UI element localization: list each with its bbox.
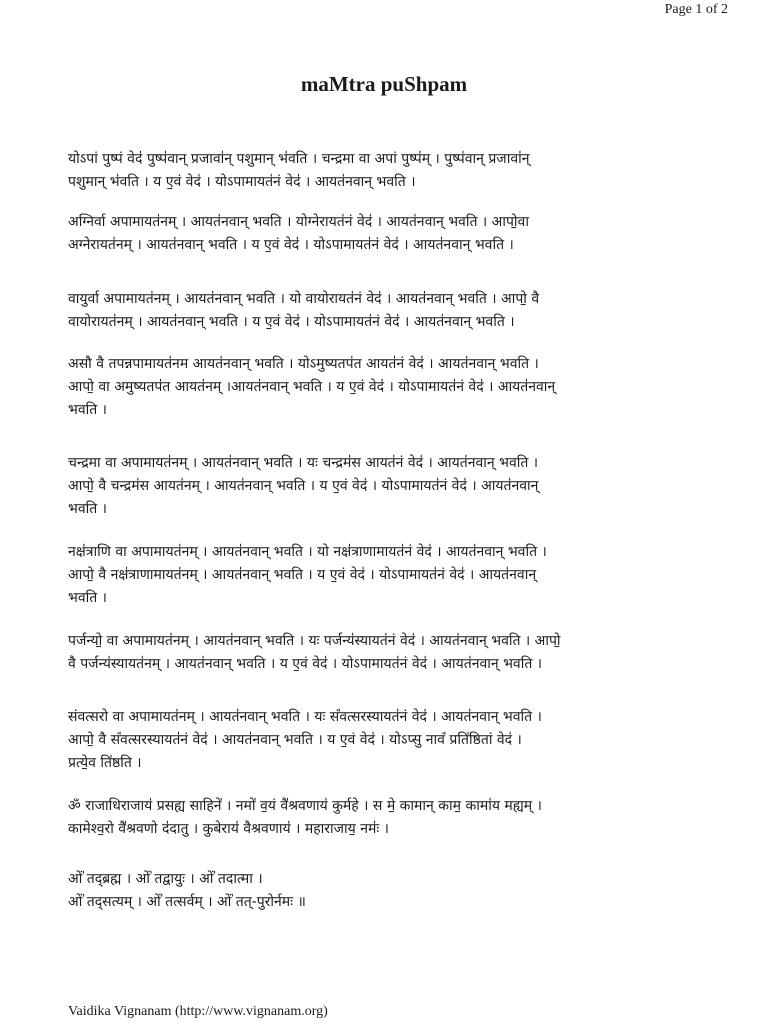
verse-paragraph — [68, 148, 728, 194]
verse-line: कामेश्व॒रो वै॑श्रवणो द॑दातु । कुबेराय॑ वैश्रवणाय॑ । महाराजाय॒ नमः॑ । — [68, 821, 389, 837]
verse-paragraph — [68, 452, 728, 521]
document-title: maMtra puShpam — [300, 72, 468, 96]
verse-line: योऽपां पुष्पं वेद॑ पुष्प॑वान् प्रजावा॑न् पशुमान् भ॑वति । चन्द्रमा वा अपां पुष्प॑म् । पुष्प॑वान् प्रजावा॑न् — [68, 151, 530, 167]
verse-line: असौ वै तपन्नपामायत॑नम आयत॑नवान् भवति । योऽमुष्यतप॑त आयत॑नं वेद॑ । आयत॑नवान् भवति । — [68, 356, 539, 372]
verse-line: भवति । — [68, 402, 107, 418]
verse-line: संवत्सरो वा अपामायत॑नम् । आयत॑नवान् भवति । यः सं॑वत्सरस्यायत॑नं वेद॑ । आयत॑नवान् भवति । — [68, 709, 542, 725]
verse-line: नक्ष॑त्राणि वा अपामायत॑नम् । आयत॑नवान् भवति । यो नक्ष॑त्राणामायत॑नं वेद॑ । आयत॑नवान् भवति । — [68, 544, 547, 560]
verse-line: अग्नेरायत॑नम् । आयत॑नवान् भवति । य ए॒वं वेद॑ । योऽपामायत॑नं वेद॑ । आयत॑नवान् भवति । — [68, 237, 514, 253]
verse-line: आपो॒ वै नक्ष॑त्राणामायत॑नम् । आयत॑नवान् भवति । य ए॒वं वेद॑ । योऽपामायत॑नं वेद॑ । आयत॑नवान् — [68, 567, 537, 583]
footer-credit: Vaidika Vignanam (http://www.vignanam.org) — [68, 1004, 328, 1019]
verse-line: ओं॑ तद्सत्यम् । ओं॑ तत्सर्वम् । ओं॑ तत्-पुरोर्नमः ॥ — [68, 894, 306, 910]
verse-paragraph — [68, 541, 728, 610]
page-number: Page 1 of 2 — [664, 2, 728, 17]
verse-paragraph — [68, 630, 728, 676]
verse-line: प्रत्ये॒व ति॑ष्ठति । — [68, 755, 142, 771]
verse-line: आपो॒ वै सं॑वत्सरस्यायत॑नं वेद॑ । आयत॑नवान् भवति । य ए॒वं वेद॑ । योऽप्सु नावं॑ प्रति॑ष्ठितां वेद॑ । — [68, 732, 522, 748]
verse-line: भवति । — [68, 590, 107, 606]
verse-paragraph — [68, 288, 728, 334]
verse-line: आपो॒ वा अमुष्यतप॑त आयत॑नम् ।आयत॑नवान् भवति । य ए॒वं वेद॑ । योऽपामायत॑नं वेद॑ । आयत॑नवान् — [68, 379, 556, 395]
verse-paragraph — [68, 706, 728, 775]
verse-line: ओं॑ तद्ब्रह्म । ओं॑ तद्वायुः । ओं॑ तदात्मा । — [68, 871, 263, 887]
verse-line: भवति । — [68, 501, 107, 517]
verse-paragraph — [68, 795, 728, 841]
verse-line: पशुमान् भ॑वति । य ए॒वं वेद॑ । योऽपामायत॑नं वेद॑ । आयत॑नवान् भवति । — [68, 174, 416, 190]
verse-line: आपो॒ वै चन्द्रम॑स आयत॑नम् । आयत॑नवान् भवति । य ए॒वं वेद॑ । योऽपामायत॑नं वेद॑ । आयत॑नवान् — [68, 478, 539, 494]
verse-line: चन्द्रमा वा अपामायत॑नम् । आयत॑नवान् भवति । यः चन्द्रम॑स आयत॑नं वेद॑ । आयत॑नवान् भवति । — [68, 455, 539, 471]
verse-line: वै पर्जन्य॑स्यायत॑नम् । आयत॑नवान् भवति । य ए॒वं वेद॑ । योऽपामायत॑नं वेद॑ । आयत॑नवान् भवति । — [68, 656, 543, 672]
verse-line: वायुर्वा अपामायत॑नम् । आयत॑नवान् भवति । यो वायोरायत॑नं वेद॑ । आयत॑नवान् भवति । आपो॒ वै — [68, 291, 540, 307]
verse-line: वायोरायत॑नम् । आयत॑नवान् भवति । य ए॒वं वेद॑ । योऽपामायत॑नं वेद॑ । आयत॑नवान् भवति । — [68, 314, 515, 330]
verse-line: ॐ राजाधिराजाय॑ प्रसह्य साहिने॑ । नमो॑ व॒यं वै॑श्रवणाय॑ कुर्महे । स मे॒ कामान् काम॒ कामा॑य मह्यम् । — [68, 798, 542, 814]
verse-paragraph — [68, 211, 728, 257]
verse-line: पर्जन्यो॒ वा अपामायत॑नम् । आयत॑नवान् भवति । यः पर्जन्य॑स्यायत॑नं वेद॑ । आयत॑नवान् भवति । आपो॒ — [68, 633, 561, 649]
verse-line: अग्निर्वा अपामायत॑नम् । आयत॑नवान् भवति । योग्नेरायत॑नं वेद॑ । आयत॑नवान् भवति । आपो॒वा — [68, 214, 529, 230]
verse-paragraph — [68, 353, 728, 422]
verse-paragraph — [68, 868, 728, 914]
